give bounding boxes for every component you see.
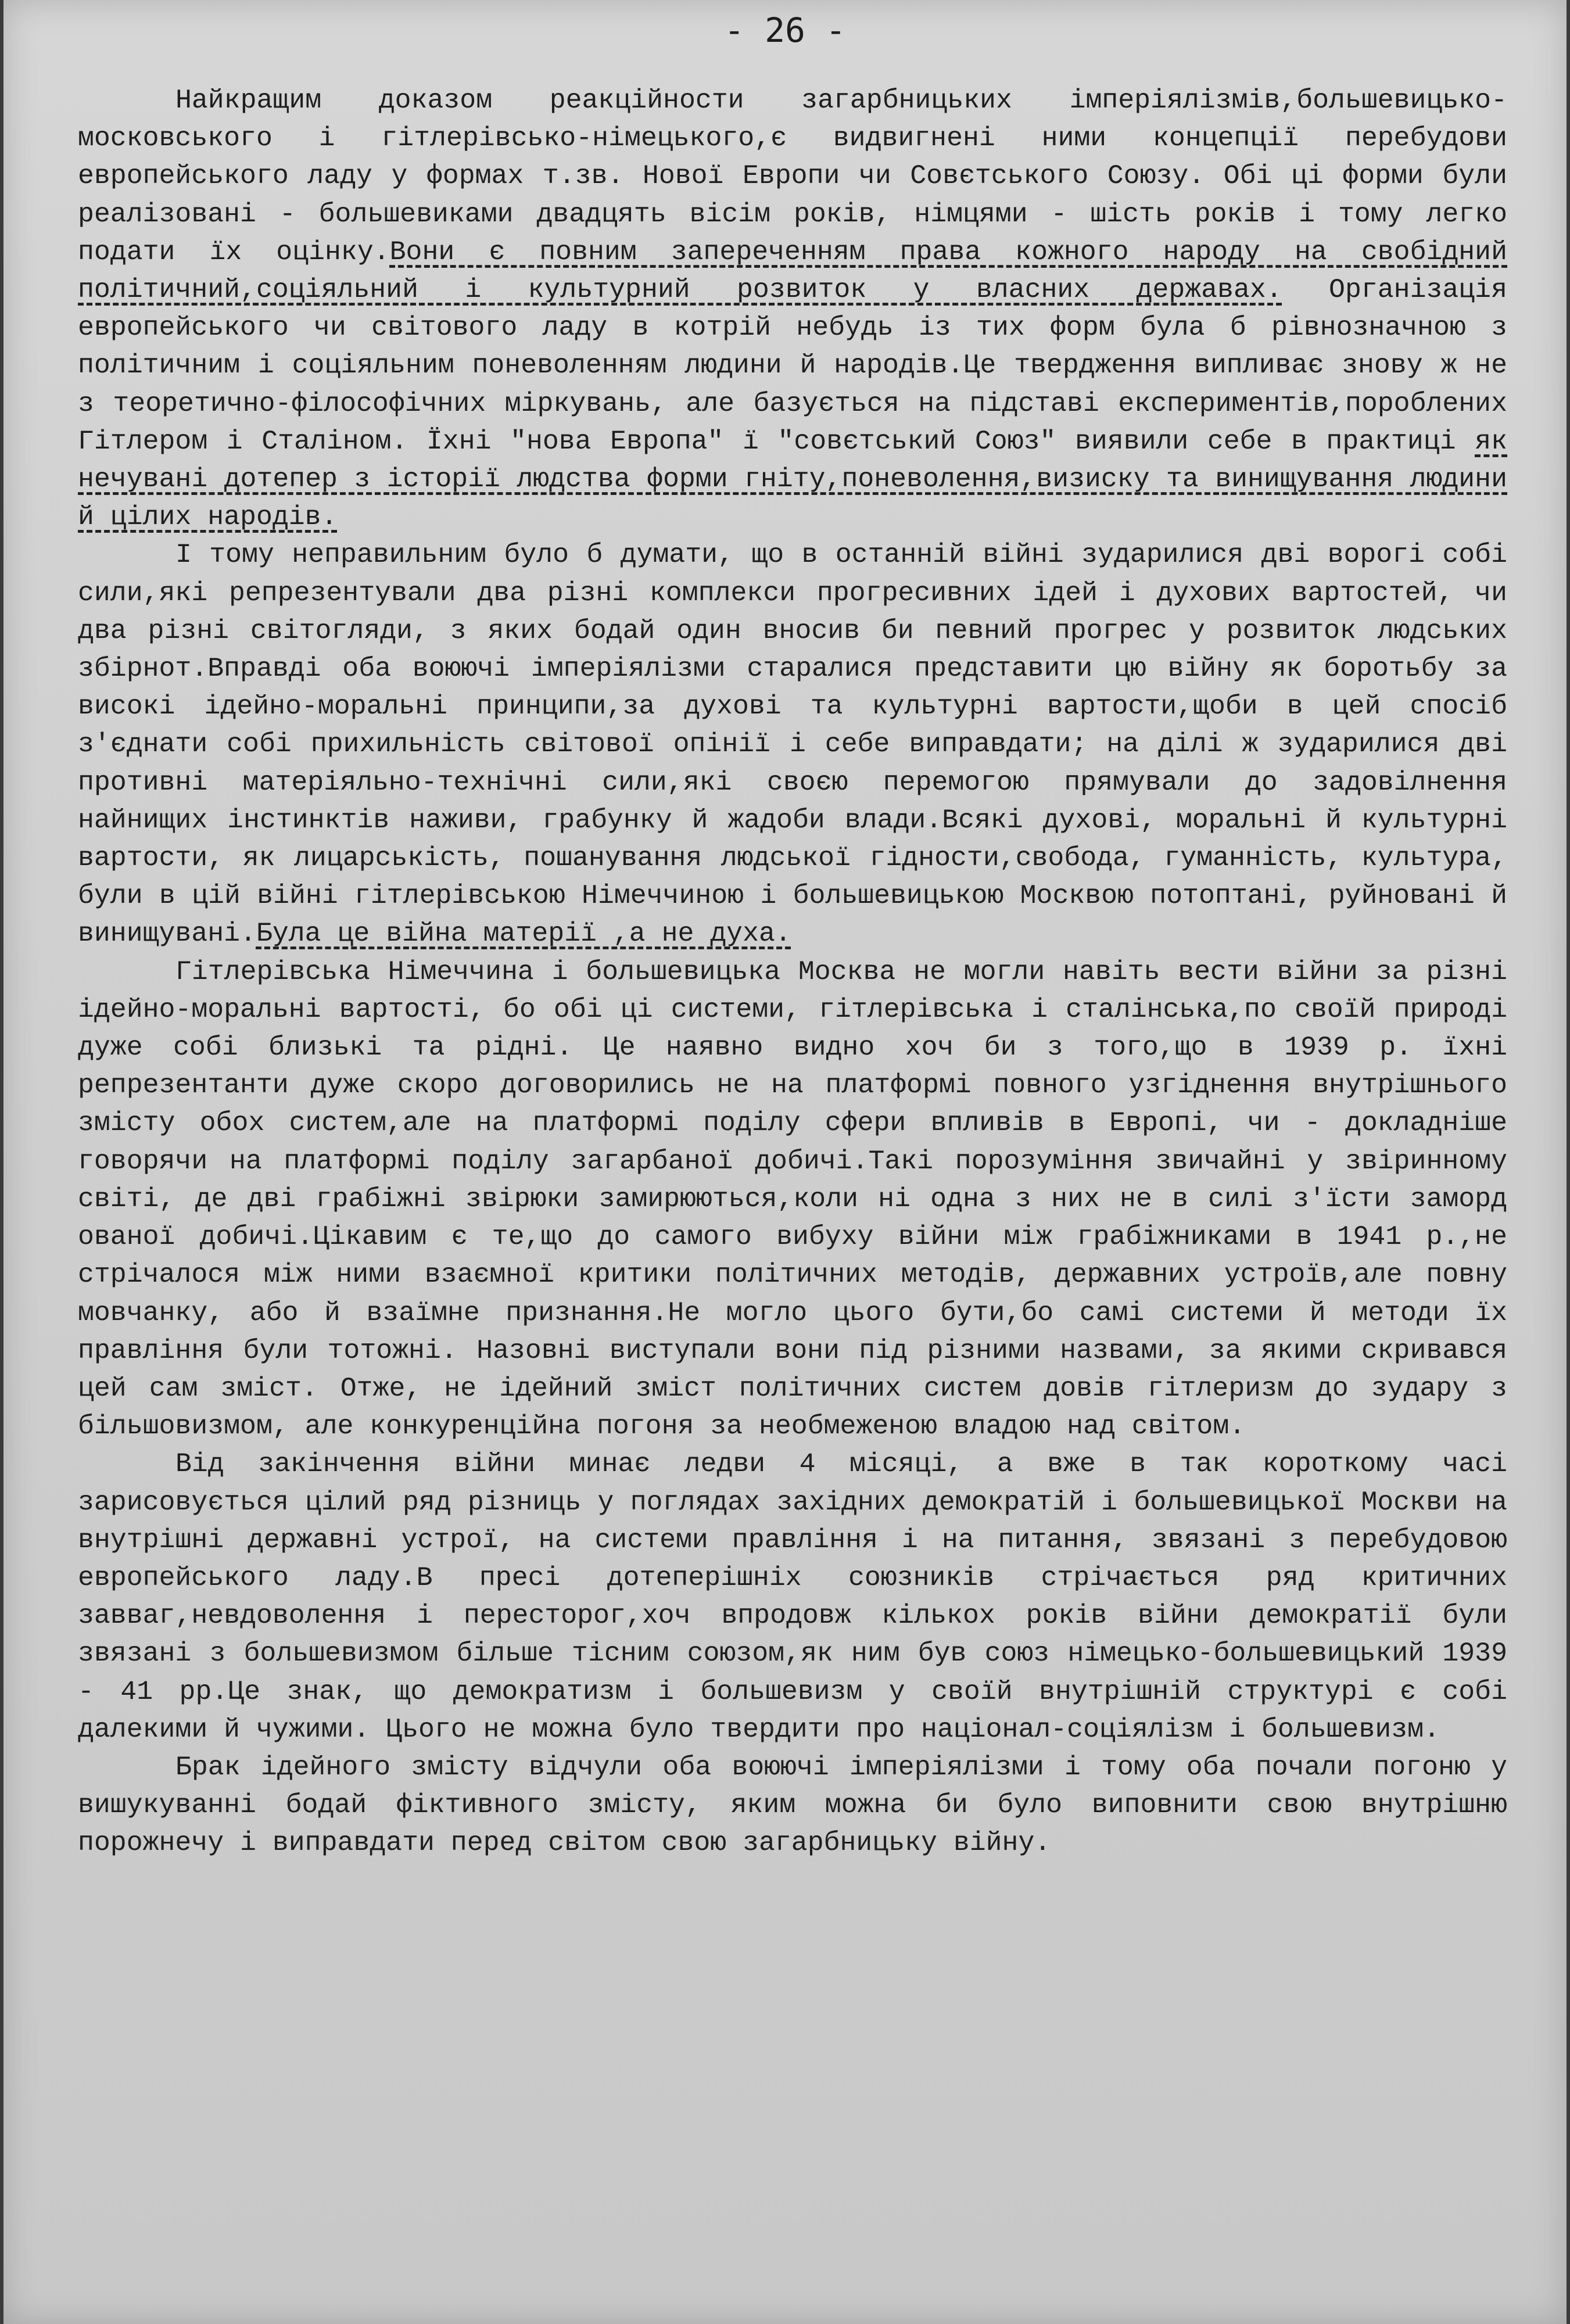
text-run: Брак ідейного змісту відчули оба воюючі імперіялізми і тому оба почали погоню у вишукуванні бодай фіктивного змісту, яким можна би було виповнити свою внутрішню порожнечу і виправдати перед світом свою загарбницьку війну. (78, 1751, 1507, 1859)
text-run: Від закінчення війни минає ледви 4 місяці, а вже в так короткому часі зарисовується цілий ряд різниць у поглядах західних демократій і большевицької Москви на внутрішні державні устрої, на системи правління і на питання, звязані з перебудовою европейського ладу.В пресі дотеперішніх союзників стрічається ряд критичних завваг,невдоволення і пересторог,хоч впродовж кількох років війни демократії були звязані з большевизмом більше тісним союзом,як ним був союз німецько-большевицький 1939 - 41 рр.Це знак, що демократизм і большевизм у своїй внутрішній структурі є собі далекими й чужими. Цього не можна було твердити про націонал-соціялізм і большевизм. (78, 1448, 1507, 1745)
underlined-text: Вони є повним запереченням права кожного народу на свобідний політичний,соціяльний і культурний розвиток у власних державах. (78, 236, 1507, 306)
paragraph (78, 81, 1507, 536)
underlined-text: Була це війна матерії ,а не духа. (256, 918, 791, 949)
paragraph (78, 1748, 1507, 1862)
text-run: І тому неправильним було б думати, що в останній війні зударилися дві ворогі собі сили,які репрезентували два різні комплекси прогресивних ідей і духових вартостей, чи два різні світогляди, з яких бодай один вносив би певний прогрес у розвиток людських збірнот.Вправді оба воюючі імперіялізми старалися представити цю війну як боротьбу за високі ідейно-моральні принципи,за духові та культурні вартости,щоби в цей спосіб з'єднати собі прихильність світової опінії і себе виправдати; на ділі ж зударилися дві противні матеріяльно-технічні сили,які своєю перемогою прямували до задовілнення найнищих інстинктів наживи, грабунку й жадоби влади.Всякі духові, моральні й культурні вартости, як лицарськість, пошанування людської гідности,свобода, гуманність, культура, були в цій війні гітлерівською Німеччиною і большевицькою Москвою потоптані, руйновані й винищувані. (78, 539, 1507, 949)
paragraph (78, 953, 1507, 1446)
text-run: Організація европейського чи світового ладу в котрій небудь із тих форм була б рівнозначною з політичним і соціяльним поневоленням людини й народів.Це твердження випливає знову ж не з теоретично-філософічних міркувань, але базується на підставі експериментів,пороблених Гітлером і Сталіном. Їхні "нова Европа" ї "совєтський Союз" виявили себе в практиці (78, 274, 1507, 457)
paragraph (78, 1445, 1507, 1748)
body-text (78, 81, 1507, 1862)
document-page (3, 0, 1567, 2324)
text-run: Гітлерівська Німеччина і большевицька Москва не могли навіть вести війни за різні ідейно-моральні вартості, бо обі ці системи, гітлерівська і сталінська,по своїй природі дуже собі близькі та рідні. Це наявно видно хоч би з того,що в 1939 р. їхні репрезентанти дуже скоро договорились не на платформі повного узгіднення внутрішнього змісту обох систем,але на платформі поділу сфери впливів в Европі, чи - докладніше говорячи на платформі поділу загарбаної добичі.Такі порозуміння звичайні у звіринному світі, де дві грабіжні звірюки замирюються,коли ні одна з них не в силі з'їсти заморд ованої добичі.Цікавим є те,що до самого вибуху війни між грабіжниками в 1941 р.,не стрічалося між ними взаємної критики політичних методів, державних устроїв,але повну мовчанку, або й взаїмне признання.Не могло цього бути,бо самі системи й методи їх правління були тотожні. Назовні виступали вони під різними назвами, за якими скривався цей сам зміст. Отже, не ідейний зміст політичних систем довів гітлеризм до зудару з більшовизмом, але конкуренційна погоня за необмеженою владою над світом. (78, 956, 1507, 1442)
page-number: - 26 - (724, 10, 846, 50)
paragraph (78, 536, 1507, 952)
text-run: Найкращим доказом реакційности загарбницьких імперіялізмів,большевицько-московського і гітлерівсько-німецького,є видвигнені ними концепції перебудови европейського ладу у формах т.зв. Нової Европи чи Совєтського Союзу. Обі ці форми були реалізовані - большевиками двадцять вісім років, німцями - шість років і тому легко подати їх оцінку. (78, 85, 1507, 267)
underlined-text: як нечувані дотепер з історії людства форми гніту,поневолення,визиску та винищування людини й цілих народів. (78, 425, 1507, 533)
